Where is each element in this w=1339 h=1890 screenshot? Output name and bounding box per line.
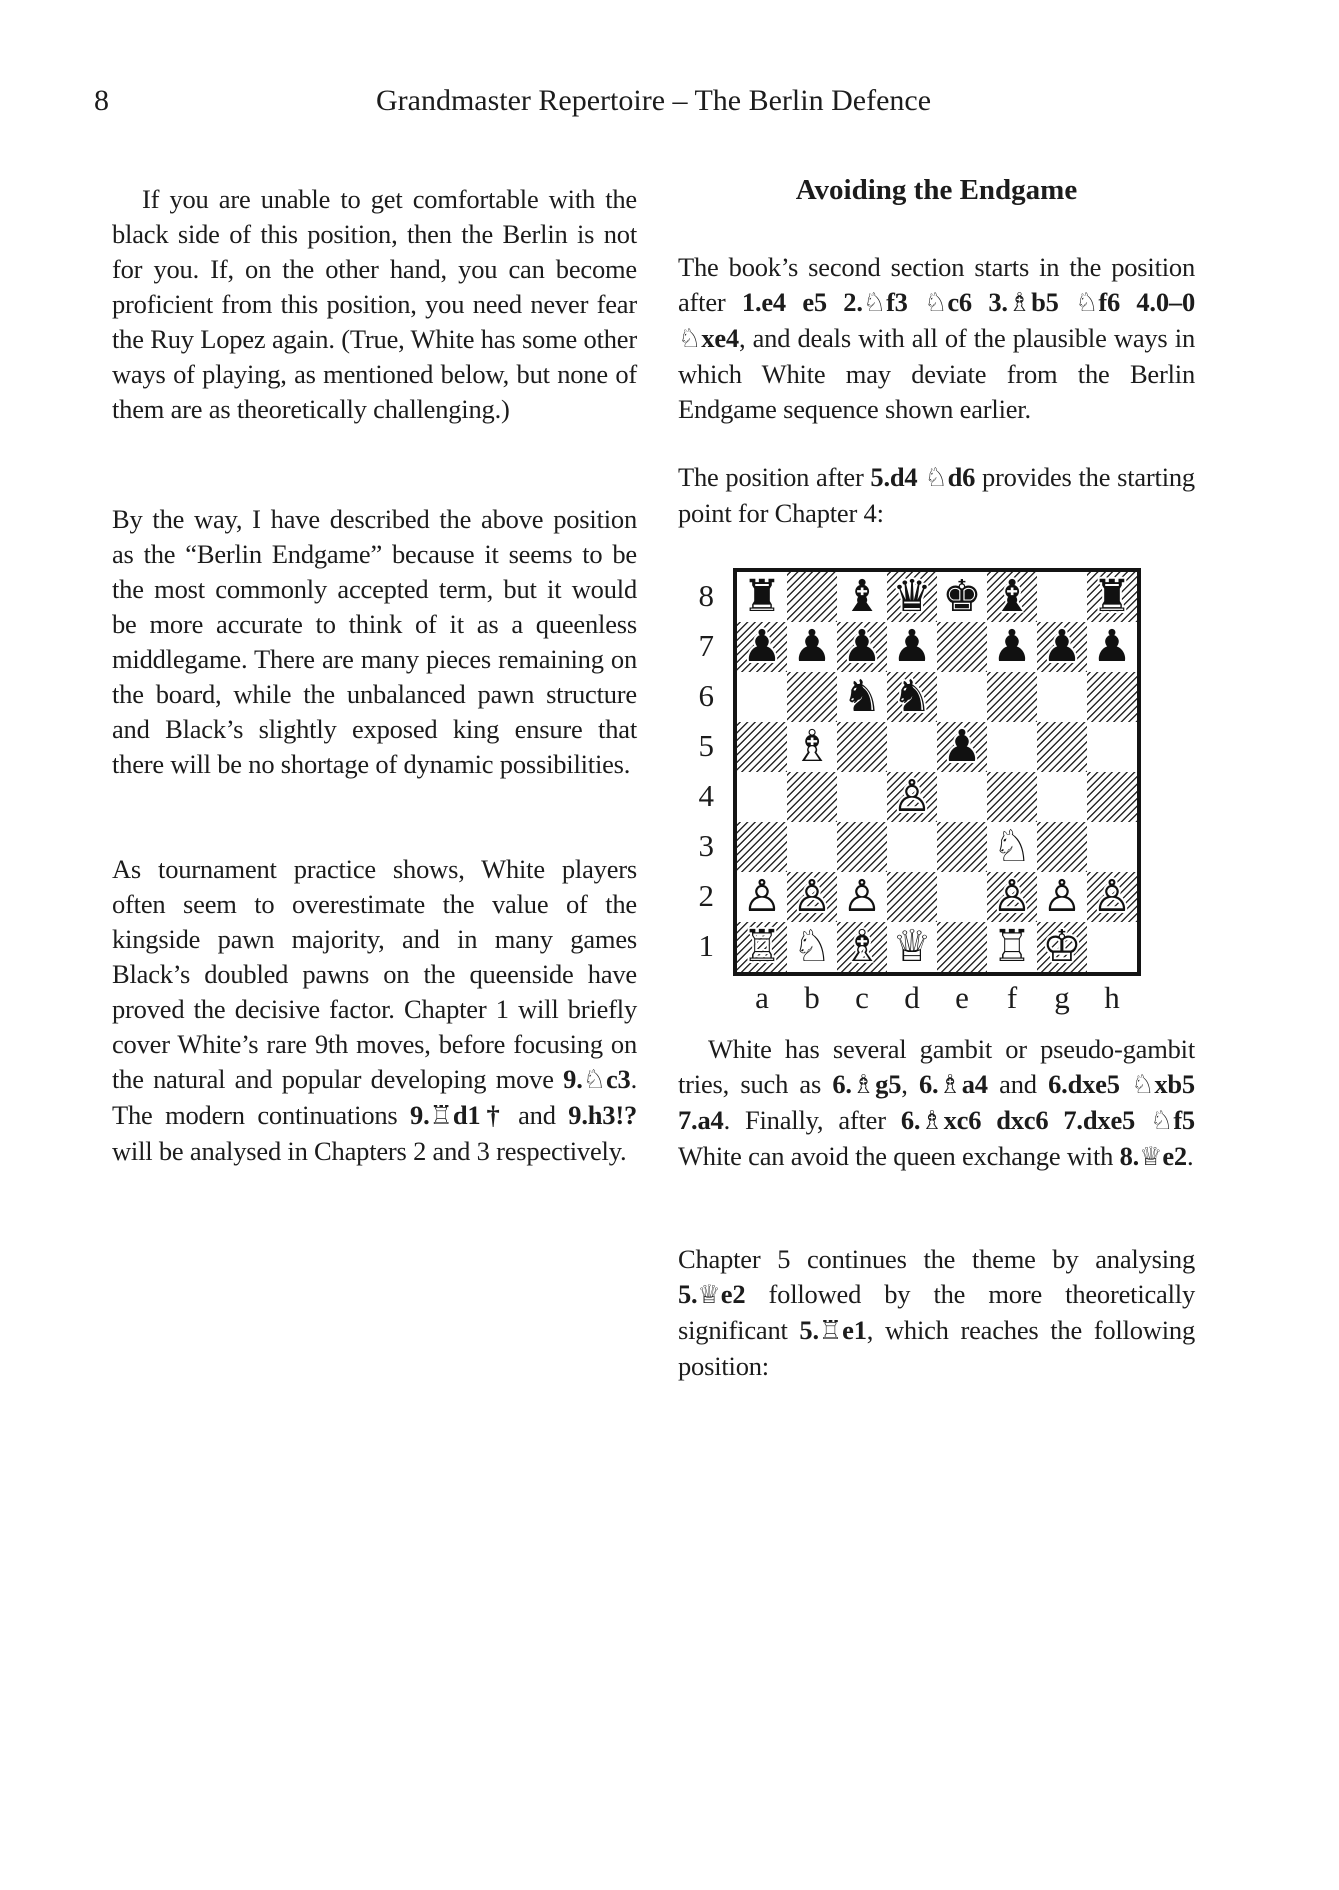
file-label-b: b: [804, 980, 820, 1015]
square-a8: [737, 572, 787, 622]
chess-piece: ♝: [992, 571, 1032, 622]
square-h7: [1087, 622, 1137, 672]
chess-piece: ♙: [1092, 871, 1132, 922]
paragraph: The position after 5.d4 ♘d6 provides the starting point for Chapter 4:: [678, 462, 1195, 528]
file-label-h: h: [1104, 980, 1120, 1015]
square-a2: [737, 872, 787, 922]
square-h1: [1087, 922, 1137, 972]
chess-piece: ♙: [1042, 871, 1082, 922]
chess-piece: ♙: [742, 871, 782, 922]
chess-piece: ♟: [1092, 621, 1132, 672]
square-b3: [787, 822, 837, 872]
square-c4: [837, 772, 887, 822]
square-e5: [937, 722, 987, 772]
chess-piece: ♟: [992, 621, 1032, 672]
paragraph: The book’s second section starts in the position after 1.e4 e5 2.♘f3 ♘c6 3.♗b5 ♘f6 4.0–0 ♘xe4, and deals with all of the plausible ways in which White may deviate from the Berlin Endgame sequence shown earlier.: [678, 252, 1195, 424]
chess-piece: ♘: [992, 821, 1032, 872]
square-a5: [737, 722, 787, 772]
chess-piece: ♖: [742, 921, 782, 972]
chess-piece: ♔: [1042, 921, 1082, 972]
rank-label-7: 7: [698, 628, 714, 663]
chess-piece: ♟: [1042, 621, 1082, 672]
square-b4: [787, 772, 837, 822]
square-f7: [987, 622, 1037, 672]
chess-piece: ♖: [992, 921, 1032, 972]
square-e6: [937, 672, 987, 722]
square-e4: [937, 772, 987, 822]
chess-piece: ♗: [792, 721, 832, 772]
square-f8: [987, 572, 1037, 622]
rank-label-8: 8: [698, 578, 714, 613]
chess-piece: ♜: [742, 571, 782, 622]
chess-piece: ♛: [892, 571, 932, 622]
chess-piece: ♙: [792, 871, 832, 922]
file-label-d: d: [904, 980, 920, 1015]
chess-piece: ♜: [1092, 571, 1132, 622]
chess-figurine: ♘: [1131, 1070, 1155, 1100]
square-c7: [837, 622, 887, 672]
file-label-g: g: [1054, 980, 1070, 1015]
chess-piece: ♗: [842, 921, 882, 972]
chess-piece: ♚: [942, 571, 982, 622]
rank-label-4: 4: [698, 778, 714, 813]
square-a7: [737, 622, 787, 672]
chess-piece: ♙: [842, 871, 882, 922]
square-g7: [1037, 622, 1087, 672]
rank-label-1: 1: [698, 928, 714, 963]
paragraph: By the way, I have described the above position as the “Berlin Endgame” because it seems to be the most commonly accepted term, but it would be more accurate to think of it as a queenless middlegame. There are many pieces remaining on the board, while the unbalanced pawn structure and Black’s slightly exposed king ensure that there will be no shortage of dynamic possibilities.: [112, 504, 637, 779]
square-g1: [1037, 922, 1087, 972]
chess-figurine: ♗: [920, 1106, 944, 1136]
square-h5: [1087, 722, 1137, 772]
square-f5: [987, 722, 1037, 772]
chess-figurine: ♘: [1150, 1106, 1174, 1136]
square-g3: [1037, 822, 1087, 872]
chess-piece: ♞: [842, 671, 882, 722]
square-b6: [787, 672, 837, 722]
chess-figurine: ♘: [678, 324, 702, 354]
chess-figurine: ♘: [862, 288, 887, 318]
chess-figurine: ♘: [924, 288, 948, 318]
board-rank-labels: [676, 572, 720, 972]
square-d4: [887, 772, 937, 822]
square-g2: [1037, 872, 1087, 922]
square-e1: [937, 922, 987, 972]
square-a6: [737, 672, 787, 722]
chess-figurine: ♗: [1007, 288, 1032, 318]
chess-piece: ♘: [792, 921, 832, 972]
square-d1: [887, 922, 937, 972]
chess-figurine: ♖: [818, 1316, 843, 1346]
square-d8: [887, 572, 937, 622]
square-c3: [837, 822, 887, 872]
rank-label-3: 3: [698, 828, 714, 863]
square-h4: [1087, 772, 1137, 822]
chess-figurine: ♘: [1075, 288, 1099, 318]
square-c6: [837, 672, 887, 722]
square-b7: [787, 622, 837, 672]
chess-figurine: ♖: [429, 1101, 453, 1131]
file-label-e: e: [955, 980, 969, 1015]
square-b5: [787, 722, 837, 772]
square-d2: [887, 872, 937, 922]
square-h6: [1087, 672, 1137, 722]
chess-board-diagram: [733, 568, 1141, 976]
rank-label-2: 2: [698, 878, 714, 913]
chess-piece: ♟: [942, 721, 982, 772]
chess-piece: ♙: [992, 871, 1032, 922]
square-h2: [1087, 872, 1137, 922]
paragraph: As tournament practice shows, White players often seem to overestimate the value of the kingside pawn majority, and in many games Black’s doubled pawns on the queenside have proved the decisive factor. Chapter 1 will briefly cover White’s rare 9th moves, before focusing on the natural and popular developing move 9.♘c3. The modern continuations 9.♖d1† and 9.h3!? will be analysed in Chapters 2 and 3 respectively.: [112, 854, 638, 1166]
square-h3: [1087, 822, 1137, 872]
square-e2: [937, 872, 987, 922]
chess-figurine: ♗: [851, 1070, 876, 1100]
square-a4: [737, 772, 787, 822]
square-f2: [987, 872, 1037, 922]
paragraph: White has several gambit or pseudo-gambit tries, such as 6.♗g5, 6.♗a4 and 6.dxe5 ♘xb5 7.a4. Finally, after 6.♗xc6 dxc6 7.dxe5 ♘f5 White can avoid the queen exchange with 8.♕e2.: [678, 1034, 1195, 1172]
rank-label-6: 6: [698, 678, 714, 713]
square-a3: [737, 822, 787, 872]
chess-piece: ♟: [742, 621, 782, 672]
square-f6: [987, 672, 1037, 722]
square-g6: [1037, 672, 1087, 722]
square-d5: [887, 722, 937, 772]
square-c5: [837, 722, 887, 772]
square-h8: [1087, 572, 1137, 622]
square-d6: [887, 672, 937, 722]
square-d3: [887, 822, 937, 872]
chess-piece: ♟: [842, 621, 882, 672]
file-label-f: f: [1006, 980, 1018, 1015]
square-c1: [837, 922, 887, 972]
square-c8: [837, 572, 887, 622]
square-g5: [1037, 722, 1087, 772]
chess-piece: ♙: [892, 771, 932, 822]
square-e8: [937, 572, 987, 622]
chess-figurine: ♕: [697, 1280, 721, 1310]
square-f1: [987, 922, 1037, 972]
square-b1: [787, 922, 837, 972]
section-heading: Avoiding the Endgame: [795, 174, 1078, 206]
file-label-a: a: [755, 980, 769, 1015]
square-f4: [987, 772, 1037, 822]
chess-piece: ♟: [792, 621, 832, 672]
paragraph: If you are unable to get comfortable with the black side of this position, then the Berlin is not for you. If, on the other hand, you can become proficient from this position, you need never fear the Ruy Lopez again. (True, White has some other ways of playing, as mentioned below, but none of them are as theoretically challenging.): [112, 184, 637, 424]
square-b8: [787, 572, 837, 622]
page-number: 8: [94, 84, 109, 117]
square-c2: [837, 872, 887, 922]
chess-figurine: ♕: [1139, 1142, 1163, 1172]
chess-figurine: ♘: [924, 463, 948, 493]
rank-label-5: 5: [698, 728, 714, 763]
square-d7: [887, 622, 937, 672]
square-b2: [787, 872, 837, 922]
chess-piece: ♞: [892, 671, 932, 722]
square-g8: [1037, 572, 1087, 622]
square-e3: [937, 822, 987, 872]
board-file-labels: [737, 980, 1137, 1016]
square-g4: [1037, 772, 1087, 822]
chess-piece: ♕: [892, 921, 932, 972]
chess-piece: ♟: [892, 621, 932, 672]
chess-figurine: ♘: [582, 1065, 606, 1095]
file-label-c: c: [855, 980, 869, 1015]
chess-piece: ♝: [842, 571, 882, 622]
square-e7: [937, 622, 987, 672]
running-title: Grandmaster Repertoire – The Berlin Defence: [375, 84, 932, 117]
square-f3: [987, 822, 1037, 872]
chess-figurine: ♗: [938, 1070, 962, 1100]
paragraph: Chapter 5 continues the theme by analysing 5.♕e2 followed by the more theoretically significant 5.♖e1, which reaches the following position:: [678, 1244, 1195, 1381]
square-a1: [737, 922, 787, 972]
